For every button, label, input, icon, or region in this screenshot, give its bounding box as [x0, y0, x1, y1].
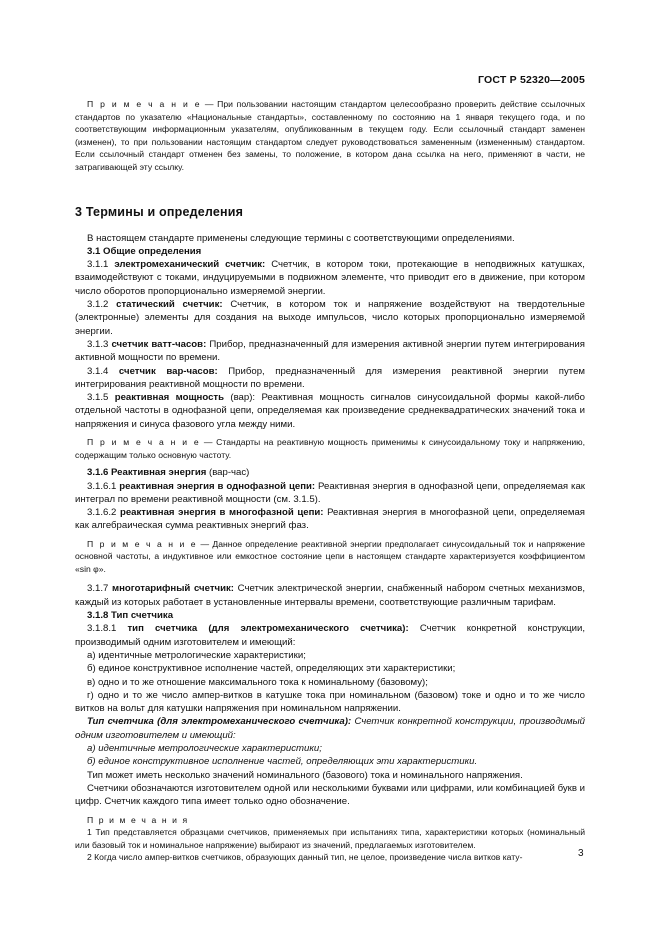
paragraph-designation: Счетчики обозначаются изготовителем одной или несколькими буквами или цифрами, или комбинацией букв и цифр. Счетчик каждого типа имеет только одно обозначение. [75, 782, 585, 808]
term-3-1-2: 3.1.2 статический счетчик: Счетчик, в котором ток и напряжение воздействуют на твердотельные (электронные) элементы для создания на выходе импульсов, число которых пропорционально измеряемой энергии. [75, 299, 585, 337]
list-item: б) единое конструктивное исполнение частей, определяющих эти характеристики; [87, 663, 456, 675]
list-item: а) идентичные метрологические характеристики; [87, 649, 306, 661]
term-3-1-5: 3.1.5 реактивная мощность (вар): Реактивная мощность сигналов синусоидальной формы какой-либо отдельной частоты в однофазной цепи, определяемая как произведение среднеквадратических значений тока и напряжения и синуса фазового угла между ними. [75, 392, 585, 430]
note-reactive-energy: П р и м е ч а н и е — Данное определение реактивной энергии предполагает синусоидальный ток и напряжение основной частоты, а индуктивное или емкостное состояние цепи в настоящем стандарте характеризуется коэффициентом «sin φ». [75, 538, 585, 574]
note-reactive-power: П р и м е ч а н и е — Стандарты на реактивную мощность применимы к синусоидальному току и напряжению, содержащим только основную частоту. [75, 437, 585, 460]
italic-definition: Тип счетчика (для электромеханического счетчика): Счетчик конкретной конструкции, производимый одним изготовителем и имеющий: [75, 716, 585, 741]
page-content [75, 98, 585, 864]
term-3-1-6-1: 3.1.6.1 реактивная энергия в однофазной цепи: Реактивная энергия в однофазной цепи, определяемая как интеграл по времени реактивной мощности (см. 3.1.5). [75, 480, 585, 505]
subsection-3-1: 3.1 Общие определения [87, 245, 202, 257]
document-header: ГОСТ Р 52320—2005 [477, 74, 585, 86]
note-item: 2 Когда число ампер-витков счетчиков, образующих данный тип, не целое, произведение числа витков кату- [87, 852, 523, 863]
page-number: 3 [578, 848, 584, 859]
note-text: — При пользовании настоящим стандартом целесообразно проверить действие ссылочных стандартов по указателю «Национальные стандарты», составленному по состоянию на 1 января текущего года, и по соответствующим информационным указателям, опубликованным в текущем году. Если ссылочный стандарт заменен (изменен), то при пользовании настоящим стандартом следует руководствоваться замененным (измененным) стандартом. Если ссылочный стандарт отменен без замены, то положение, в котором дана ссылка на него, применяют в части, не затрагивающей эту ссылку. [75, 99, 586, 172]
section-intro: В настоящем стандарте применены следующие термины с соответствующими определениями. [87, 232, 515, 244]
term-3-1-8: 3.1.8 Тип счетчика [87, 610, 174, 622]
term-3-1-4: 3.1.4 счетчик вар-часов: Прибор, предназначенный для измерения реактивной энергии путем интегрирования реактивной мощности по времени. [75, 365, 585, 390]
term-3-1-6-2: 3.1.6.2 реактивная энергия в многофазной цепи: Реактивная энергия в многофазной цепи, определяемая как алгебраическая сумма реактивных энергий фаз. [75, 507, 585, 532]
notes-title: П р и м е ч а н и я [87, 814, 189, 825]
list-item: в) одно и то же отношение максимального тока к номинальному (базовому); [87, 676, 428, 688]
term-3-1-8-1: 3.1.8.1 тип счетчика (для электромеханического счетчика): Счетчик конкретной конструкции, производимый одним изготовителем и имеющий: [75, 623, 585, 648]
section-heading: 3 Термины и определения [75, 204, 244, 219]
term-3-1-7: 3.1.7 многотарифный счетчик: Счетчик электрической энергии, снабженный набором счетных механизмов, каждый из которых работает в установленные интервалы времени, соответствующие различным тарифам. [75, 583, 585, 608]
note-item: 1 Тип представляется образцами счетчиков, применяемых при испытаниях типа, характеристики которых (номинальный или базовый ток и номинальное напряжение) выбирают из значений, предлагаемых изготовителем. [75, 827, 585, 850]
note-top [75, 98, 585, 174]
note-label: П р и м е ч а н и е [87, 99, 202, 109]
paragraph-type-values: Тип может иметь несколько значений номинального (базового) тока и номинального напряжения. [87, 769, 523, 781]
term-3-1-6: 3.1.6 Реактивная энергия (вар-час) [87, 467, 250, 479]
italic-list-item: б) единое конструктивное исполнение частей, определяющих эти характеристики. [87, 756, 478, 768]
term-3-1-1: 3.1.1 электромеханический счетчик: Счетчик, в котором токи, протекающие в неподвижных катушках, взаимодействуют с токами, индуцируемыми в подвижном элементе, что приводит его в движение, при котором число оборотов пропорционально измеряемой энергии. [75, 259, 585, 297]
term-3-1-3: 3.1.3 счетчик ватт-часов: Прибор, предназначенный для измерения активной энергии путем интегрирования активной мощности по времени. [75, 338, 585, 364]
list-item: г) одно и то же число ампер-витков в катушке тока при номинальном (базовом) токе и одно и то же число витков на вольт для катушки напряжения при номинальном напряжении. [75, 689, 585, 715]
italic-list-item: а) идентичные метрологические характеристики; [87, 743, 322, 755]
